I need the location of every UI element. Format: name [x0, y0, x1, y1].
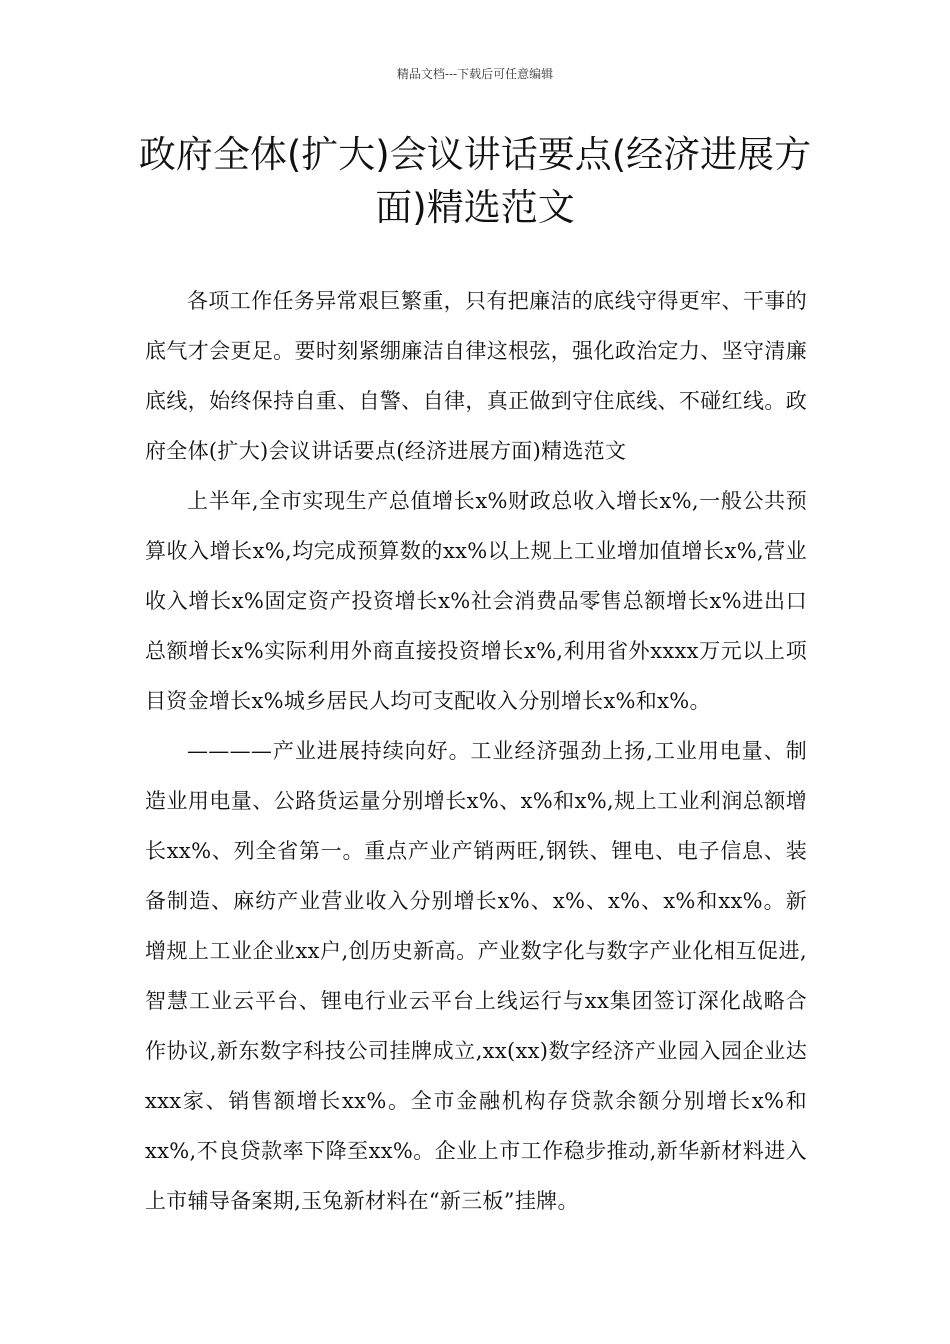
paragraph-2: 上半年,全市实现生产总值增长x%财政总收入增长x%,一般公共预算收入增长x%,均完成预算数的xx%以上规上工业增加值增长x%,营业收入增长x%固定资产投资增长x%社会消费品零售总额增长x%进出口总额增长x%实际利用外商直接投资增长x%,利用省外xxxx万元以上项目资金增长x%城乡居民人均可支配收入分别增长x%和x%。	[145, 489, 807, 713]
paragraph-1: 各项工作任务异常艰巨繁重，只有把廉洁的底线守得更牢、干事的底气才会更足。要时刻紧绷廉洁自律这根弦，强化政治定力、坚守清廉底线，始终保持自重、自警、自律，真正做到守住底线、不碰红线。政府全体(扩大)会议讲话要点(经济进展方面)精选范文	[145, 289, 807, 463]
document-body	[145, 276, 807, 1226]
header-note: 精品文档---下载后可任意编辑	[396, 67, 554, 81]
document-title: 政府全体(扩大)会议讲话要点(经济进展方面)精选范文	[138, 133, 812, 229]
paragraph-3: ————产业进展持续向好。工业经济强劲上扬,工业用电量、制造业用电量、公路货运量分别增长x%、x%和x%,规上工业利润总额增长xx%、列全省第一。重点产业产销两旺,钢铁、锂电、电子信息、装备制造、麻纺产业营业收入分别增长x%、x%、x%、x%和xx%。新增规上工业企业xx户,创历史新高。产业数字化与数字产业化相互促进,智慧工业云平台、锂电行业云平台上线运行与xx集团签订深化战略合作协议,新东数字科技公司挂牌成立,xx(xx)数字经济产业园入园企业达xxx家、销售额增长xx%。全市金融机构存贷款余额分别增长x%和xx%,不良贷款率下降至xx%。企业上市工作稳步推动,新华新材料进入上市辅导备案期,玉兔新材料在“新三板”挂牌。	[145, 739, 807, 1213]
